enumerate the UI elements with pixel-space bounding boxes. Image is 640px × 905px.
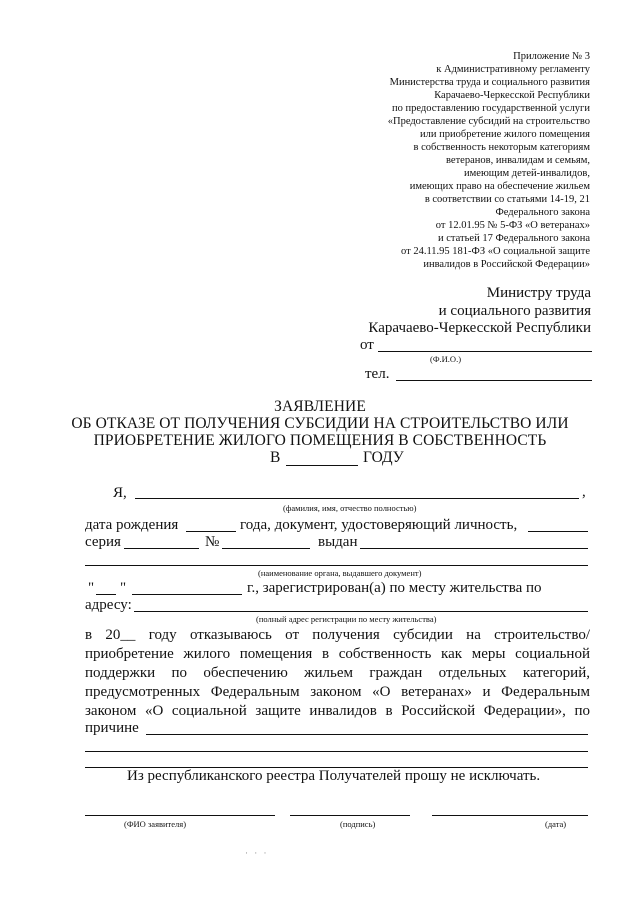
signature-caption: (подпись) (340, 819, 376, 829)
annex-line: Федерального закона (495, 207, 590, 218)
address-field[interactable] (134, 611, 588, 612)
year-document-label: года, документ, удостоверяющий личность, (240, 517, 518, 533)
document-title: ЗАЯВЛЕНИЕ (274, 398, 366, 415)
address-label: адресу: (85, 597, 132, 613)
closing-statement: Из республиканского реестра Получателей прошу не исключать. (127, 768, 541, 784)
annex-line: от 24.11.95 181-ФЗ «О социальной защите (401, 246, 590, 257)
document-title-line-3: ПРИОБРЕТЕНИЕ ЖИЛОГО ПОМЕЩЕНИЯ В СОБСТВЕННОСТЬ (93, 432, 547, 449)
issued-by-field-continued[interactable] (85, 565, 588, 566)
annex-line: или приобретение жилого помещения (420, 129, 590, 140)
annex-line: по предоставлению государственной услуги (392, 103, 590, 114)
body-line-2: приобретение жилого помещения в собственность как меры социальной (85, 646, 590, 662)
scan-specks: · · · (245, 848, 269, 858)
quote-open: " (88, 580, 95, 596)
full-name-field[interactable] (135, 498, 579, 499)
annex-line: Министерства труда и социального развития (389, 77, 590, 88)
signature-field[interactable] (290, 815, 410, 816)
from-name-field[interactable] (378, 351, 592, 352)
reason-label: причине (85, 720, 139, 736)
i-label: Я, (113, 485, 127, 501)
reason-field-line-2[interactable] (85, 751, 588, 752)
date-caption: (дата) (545, 819, 567, 829)
title-year-suffix: ГОДУ (363, 449, 404, 466)
annex-line: и статьей 17 Федерального закона (438, 233, 590, 244)
number-label: № (205, 534, 220, 550)
issued-label: выдан (318, 534, 358, 550)
series-field[interactable] (124, 548, 199, 549)
annex-line: от 12.01.95 № 5-ФЗ «О ветеранах» (435, 220, 590, 231)
document-title-line-2: ОБ ОТКАЗЕ ОТ ПОЛУЧЕНИЯ СУБСИДИИ НА СТРОИТЕЛЬСТВО ИЛИ (71, 415, 569, 432)
annex-line: в соответствии со статьями 14-19, 21 (424, 194, 590, 205)
document-type-field[interactable] (528, 531, 588, 532)
address-caption: (полный адрес регистрации по месту жительства) (256, 614, 437, 624)
annex-line: Карачаево-Черкесской Республики (434, 90, 590, 101)
name-caption: (фамилия, имя, отчество полностью) (283, 503, 417, 513)
annex-line: Приложение № 3 (513, 51, 590, 62)
annex-header (260, 50, 590, 271)
birth-date-field[interactable] (186, 531, 236, 532)
fio-caption: (Ф.И.О.) (430, 354, 462, 364)
issue-day-field[interactable] (96, 594, 116, 595)
registered-label: г., зарегистрирован(а) по месту жительства по (247, 580, 542, 596)
annex-line: инвалидов в Российской Федерации» (423, 259, 590, 270)
addressee-line-3: Карачаево-Черкесской Республики (368, 320, 591, 336)
annex-line: ветеранов, инвалидам и семьям, (446, 155, 590, 166)
annex-line: имеющим детей-инвалидов, (464, 168, 590, 179)
body-line-1: в 20__ году отказываюсь от получения субсидии на строительство/ (85, 627, 590, 643)
date-field[interactable] (432, 815, 588, 816)
from-label: от (360, 337, 374, 353)
name-comma: , (582, 484, 586, 500)
issue-month-year-field[interactable] (132, 594, 242, 595)
annex-line: в собственность некоторым категориям (413, 142, 590, 153)
body-line-3: поддержки по обеспечению жильем граждан отдельных категорий, (85, 665, 590, 681)
body-line-4: предусмотренных Федеральным законом «О ветеранах» и Федеральным (85, 684, 590, 700)
body-line-5: законом «О социальной защите инвалидов в Российской Федерации», по (85, 703, 590, 719)
annex-line: к Административному регламенту (436, 64, 590, 75)
title-year-prefix: В (270, 449, 281, 466)
quote-close: " (120, 580, 127, 596)
phone-label: тел. (365, 366, 390, 382)
number-field[interactable] (222, 548, 310, 549)
issued-by-field[interactable] (360, 548, 588, 549)
phone-field[interactable] (396, 380, 592, 381)
issuer-caption: (наименование органа, выдавшего документ) (258, 568, 422, 578)
series-label: серия (85, 534, 121, 550)
reason-field[interactable] (146, 734, 588, 735)
addressee-line-1: Министру труда (486, 285, 591, 301)
title-year-field[interactable] (286, 465, 358, 466)
applicant-name-field[interactable] (85, 815, 275, 816)
applicant-name-caption: (ФИО заявителя) (124, 819, 187, 829)
birth-date-label: дата рождения (85, 517, 179, 533)
annex-line: «Предоставление субсидий на строительство (387, 116, 590, 127)
annex-line: имеющих право на обеспечение жильем (409, 181, 590, 192)
addressee-line-2: и социального развития (438, 303, 591, 319)
